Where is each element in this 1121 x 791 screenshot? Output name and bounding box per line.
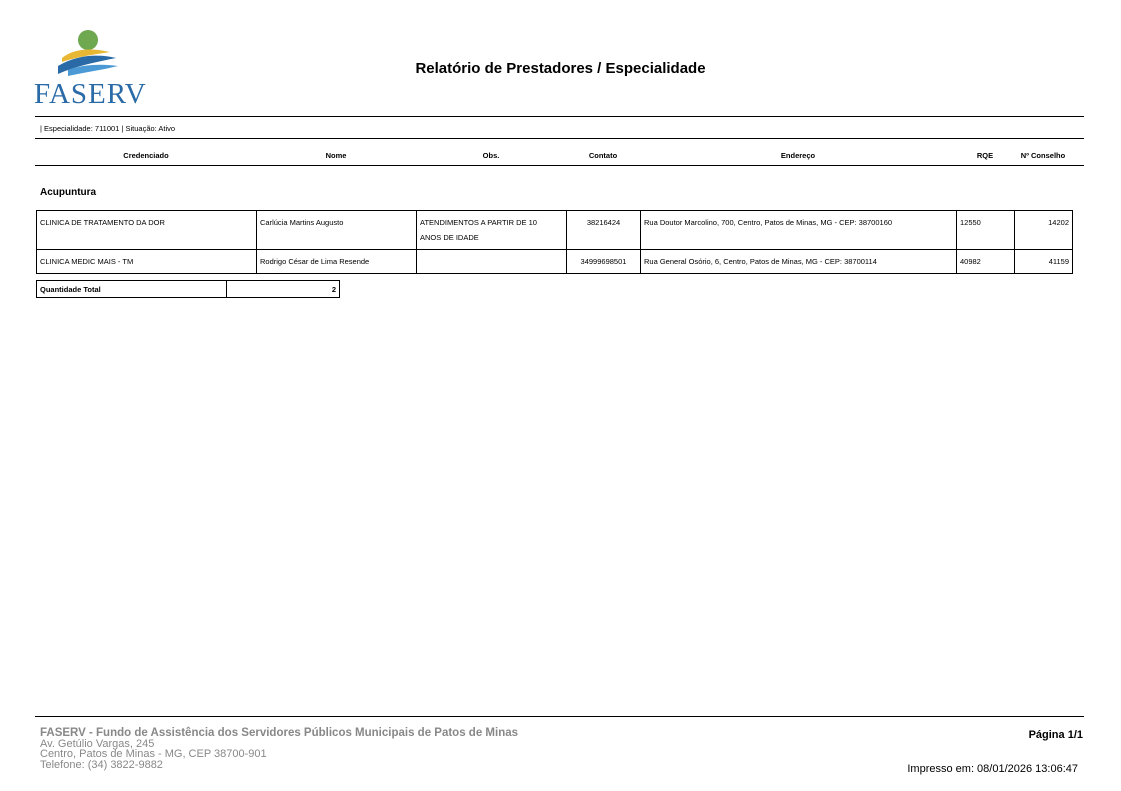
cell-obs: [417, 250, 567, 274]
column-header-credenciado: Credenciado: [123, 151, 169, 160]
footer-org-info: [40, 728, 518, 770]
column-header-conselho: Nº Conselho: [1020, 151, 1066, 160]
column-header-rqe: RQE: [976, 151, 994, 160]
cell-nome: Carlúcia Martins Augusto: [257, 211, 417, 250]
cell-contato: 34999698501: [567, 250, 641, 274]
header-divider: [35, 116, 1084, 117]
cell-credenciado: CLINICA MEDIC MAIS - TM: [37, 250, 257, 274]
cell-endereco: Rua Doutor Marcolino, 700, Centro, Patos de Minas, MG - CEP: 38700160: [641, 211, 957, 250]
total-value: 2: [227, 281, 340, 298]
table-row: [37, 211, 1073, 250]
column-header-nome: Nome: [325, 151, 347, 160]
cell-rqe: 12550: [957, 211, 1015, 250]
footer-org-name: FASERV - Fundo de Assistência dos Servidores Públicos Municipais de Patos de Minas: [40, 727, 519, 739]
table-row: [37, 250, 1073, 274]
cell-rqe: 40982: [957, 250, 1015, 274]
filter-divider: [35, 138, 1084, 139]
footer-address-line1: Av. Getúlio Vargas, 245: [40, 737, 155, 750]
total-label: Quantidade Total: [37, 281, 227, 298]
column-header-contato: Contato: [588, 151, 618, 160]
column-header-endereco: Endereço: [780, 151, 816, 160]
total-table: [36, 280, 340, 298]
providers-table: [36, 210, 1073, 274]
cell-obs: [417, 211, 567, 250]
footer-address-line2: Centro, Patos de Minas - MG, CEP 38700-901: [40, 748, 267, 760]
footer-divider: [35, 716, 1084, 717]
cell-credenciado: CLINICA DE TRATAMENTO DA DOR: [37, 211, 257, 250]
logo-text: FASERV: [34, 78, 147, 110]
cell-contato: 38216424: [567, 211, 641, 250]
cell-obs-line1: ATENDIMENTOS A PARTIR DE 10: [420, 218, 537, 227]
cell-obs-line2: ANOS DE IDADE: [420, 233, 479, 242]
page-number: Página 1/1: [1028, 729, 1083, 741]
cell-endereco: Rua General Osório, 6, Centro, Patos de Minas, MG - CEP: 38700114: [641, 250, 957, 274]
cell-conselho: 41159: [1015, 250, 1073, 274]
printed-timestamp: Impresso em: 08/01/2026 13:06:47: [907, 763, 1078, 775]
column-header-obs: Obs.: [482, 151, 500, 160]
group-title: Acupuntura: [40, 187, 97, 198]
report-title: Relatório de Prestadores / Especialidade: [415, 60, 706, 77]
filter-summary: | Especialidade: 711001 | Situação: Ativo: [40, 124, 176, 133]
column-header-divider: [35, 165, 1084, 166]
cell-nome: Rodrigo César de Lima Resende: [257, 250, 417, 274]
footer-phone: Telefone: (34) 3822-9882: [40, 758, 163, 771]
cell-conselho: 14202: [1015, 211, 1073, 250]
